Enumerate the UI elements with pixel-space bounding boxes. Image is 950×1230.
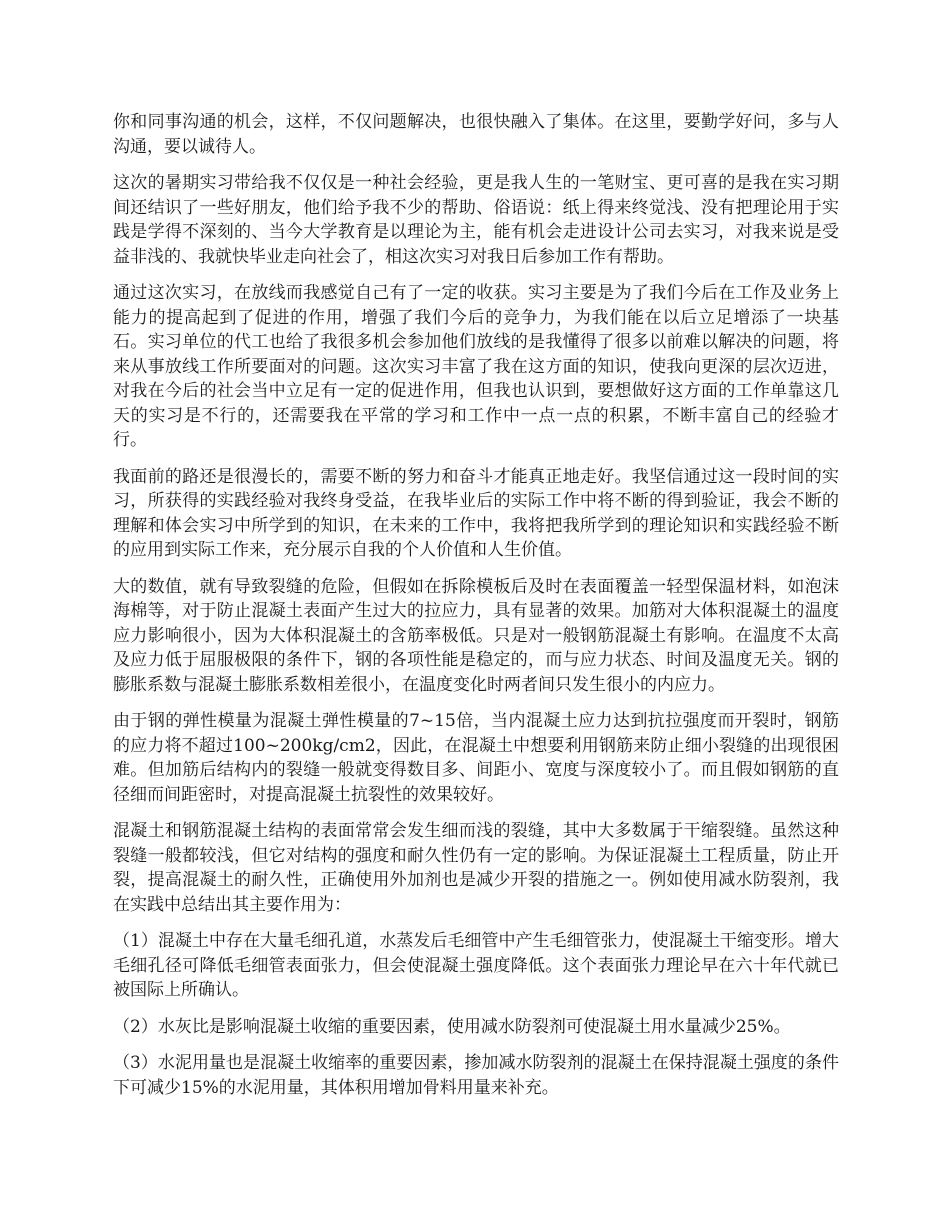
paragraph-7: 混凝土和钢筋混凝土结构的表面常常会发生细而浅的裂缝，其中大多数属于干缩裂缝。虽然这种裂缝一般都较浅，但它对结构的强度和耐久性仍有一定的影响。为保证混凝土工程质量，防止开裂，提高混凝土的耐久性，正确使用外加剂也是减少开裂的措施之一。例如使用减水防裂剂，我在实践中总结出其主要作用为： xyxy=(113,821,839,915)
paragraph-5: 大的数值，就有导致裂缝的危险，但假如在拆除模板后及时在表面覆盖一轻型保温材料，如泡沫海棉等，对于防止混凝土表面产生过大的拉应力，具有显著的效果。加筋对大体积混凝土的温度应力影响很小，因为大体积混凝土的含筋率极低。只是对一般钢筋混凝土有影响。在温度不太高及应力低于屈服极限的条件下，钢的各项性能是稳定的，而与应力状态、时间及温度无关。钢的膨胀系数与混凝土膨胀系数相差很小，在温度变化时两者间只发生很小的内应力。 xyxy=(113,576,839,695)
paragraph-6: 由于钢的弹性模量为混凝土弹性模量的7~15倍，当内混凝土应力达到抗拉强度而开裂时，钢筋的应力将不超过100~200kg/cm2，因此，在混凝土中想要利用钢筋来防止细小裂缝的出现很困难。但加筋后结构内的裂缝一般就变得数目多、间距小、宽度与深度较小了。而且假如钢筋的直径细而间距密时，对提高混凝土抗裂性的效果较好。 xyxy=(113,711,839,805)
paragraph-9: （2）水灰比是影响混凝土收缩的重要因素，使用减水防裂剂可使混凝土用水量减少25%。 xyxy=(113,1016,791,1037)
paragraph-4: 我面前的路还是很漫长的，需要不断的努力和奋斗才能真正地走好。我坚信通过这一段时间的实习，所获得的实践经验对我终身受益，在我毕业后的实际工作中将不断的得到验证，我会不断的理解和体会实习中所学到的知识，在未来的工作中，我将把我所学到的理论知识和实践经验不断的应用到实际工作来，充分展示自我的个人价值和人生价值。 xyxy=(113,466,839,560)
paragraph-1: 你和同事沟通的机会，这样，不仅问题解决，也很快融入了集体。在这里，要勤学好问，多与人沟通，要以诚待人。 xyxy=(113,112,839,157)
paragraph-3: 通过这次实习，在放线而我感觉自己有了一定的收获。实习主要是为了我们今后在工作及业务上能力的提高起到了促进的作用，增强了我们今后的竞争力，为我们能在以后立足增添了一块基石。实习单位的代工也给了我很多机会参加他们放线的是我懂得了很多以前难以解决的问题，将来从事放线工作所要面对的问题。这次实习丰富了我在这方面的知识，使我向更深的层次迈进，对我在今后的社会当中立足有一定的促进作用，但我也认识到，要想做好这方面的工作单靠这几天的实习是不行的，还需要我在平常的学习和工作中一点一点的积累，不断丰富自己的经验才行。 xyxy=(113,283,839,450)
paragraph-8: （1）混凝土中存在大量毛细孔道，水蒸发后毛细管中产生毛细管张力，使混凝土干缩变形。增大毛细孔径可降低毛细管表面张力，但会使混凝土强度降低。这个表面张力理论早在六十年代就已被国际上所确认。 xyxy=(113,931,839,1000)
paragraph-10: （3）水泥用量也是混凝土收缩率的重要因素，掺加减水防裂剂的混凝土在保持混凝土强度的条件下可减少15%的水泥用量，其体积用增加骨料用量来补充。 xyxy=(113,1053,839,1098)
paragraph-2: 这次的暑期实习带给我不仅仅是一种社会经验，更是我人生的一笔财宝、更可喜的是我在实习期间还结识了一些好朋友，他们给予我不少的帮助、俗语说：纸上得来终觉浅、没有把理论用于实践是学得不深刻的、当今大学教育是以理论为主，能有机会走进设计公司去实习，对我来说是受益非浅的、我就快毕业走向社会了，相这次实习对我日后参加工作有帮助。 xyxy=(113,173,839,267)
document-page xyxy=(113,110,839,1112)
